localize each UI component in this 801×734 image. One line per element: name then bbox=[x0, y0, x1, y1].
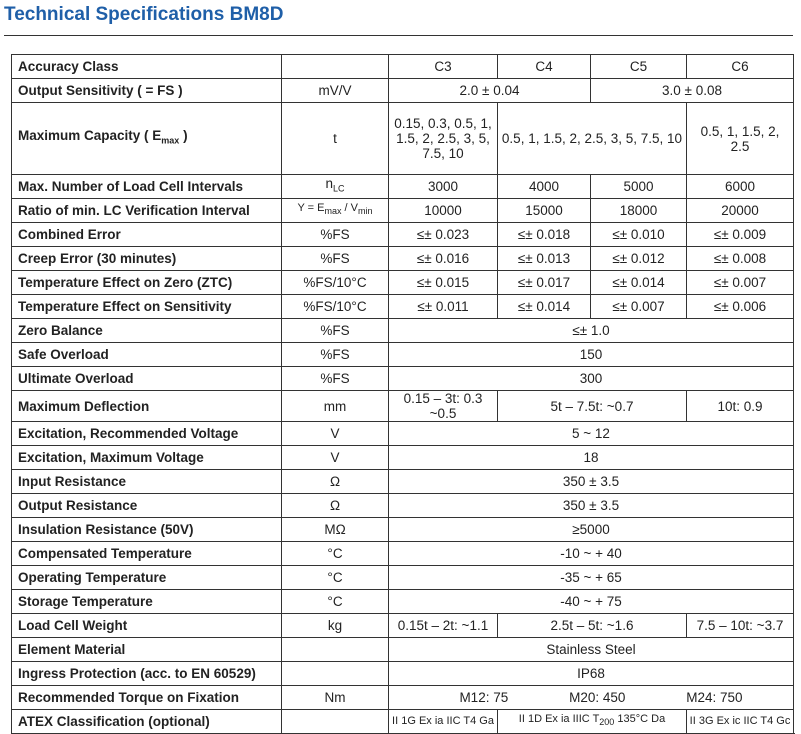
row-unit: %FS bbox=[282, 247, 389, 271]
torque-m12: M12: 75 bbox=[459, 690, 509, 705]
value-cell: 7.5 – 10t: ~3.7 bbox=[687, 614, 794, 638]
value-cell: ≤± 0.012 bbox=[591, 247, 687, 271]
row-label: Zero Balance bbox=[12, 319, 282, 343]
row-unit: mm bbox=[282, 391, 389, 422]
table-row bbox=[12, 199, 794, 223]
value-cell: 18 bbox=[389, 446, 794, 470]
row-unit bbox=[282, 55, 389, 79]
row-unit bbox=[282, 662, 389, 686]
row-unit: $n_{LC}$ bbox=[282, 175, 389, 199]
value-cell: ≤± 0.017 bbox=[498, 271, 591, 295]
value-cell: 2.5t – 5t: ~1.6 bbox=[498, 614, 687, 638]
table-row bbox=[12, 422, 794, 446]
row-label: Excitation, Maximum Voltage bbox=[12, 446, 282, 470]
value-cell: ≤± 0.016 bbox=[389, 247, 498, 271]
value-cell: ≤± 0.010 bbox=[591, 223, 687, 247]
value-cell: 0.5, 1, 1.5, 2, 2.5, 3, 5, 7.5, 10 bbox=[498, 103, 687, 175]
table-row bbox=[12, 175, 794, 199]
row-unit: kg bbox=[282, 614, 389, 638]
row-label: Combined Error bbox=[12, 223, 282, 247]
row-unit: t bbox=[282, 103, 389, 175]
value-cell: II 1D Ex ia IIIC $T_{200}$ 135°C Da bbox=[498, 710, 687, 734]
row-label: Creep Error (30 minutes) bbox=[12, 247, 282, 271]
value-cell: ≤± 0.011 bbox=[389, 295, 498, 319]
row-unit: V bbox=[282, 446, 389, 470]
row-label: ATEX Classification (optional) bbox=[12, 710, 282, 734]
row-unit: %FS bbox=[282, 343, 389, 367]
value-cell: ≤± 0.007 bbox=[591, 295, 687, 319]
value-cell: -35 ~ + 65 bbox=[389, 566, 794, 590]
value-cell: 350 ± 3.5 bbox=[389, 494, 794, 518]
value-cell: ≥5000 bbox=[389, 518, 794, 542]
table-row bbox=[12, 343, 794, 367]
row-label: Max. Number of Load Cell Intervals bbox=[12, 175, 282, 199]
table-row bbox=[12, 662, 794, 686]
value-cell: ≤± 0.008 bbox=[687, 247, 794, 271]
table-row bbox=[12, 103, 794, 175]
row-unit bbox=[282, 638, 389, 662]
row-unit: %FS/10°C bbox=[282, 295, 389, 319]
table-row bbox=[12, 614, 794, 638]
row-unit: %FS bbox=[282, 319, 389, 343]
torque-m20: M20: 450 bbox=[569, 690, 626, 705]
row-unit: mV/V bbox=[282, 79, 389, 103]
value-cell bbox=[389, 686, 794, 710]
value-cell: 15000 bbox=[498, 199, 591, 223]
row-unit: %FS/10°C bbox=[282, 271, 389, 295]
specifications-table bbox=[11, 54, 794, 734]
row-label: Recommended Torque on Fixation bbox=[12, 686, 282, 710]
row-label: Maximum Deflection bbox=[12, 391, 282, 422]
row-label: Insulation Resistance (50V) bbox=[12, 518, 282, 542]
value-cell: ≤± 0.023 bbox=[389, 223, 498, 247]
row-label: Maximum Capacity ( $E_{max}$ ) bbox=[12, 103, 282, 175]
table-row bbox=[12, 247, 794, 271]
row-unit bbox=[282, 710, 389, 734]
value-cell: 5t – 7.5t: ~0.7 bbox=[498, 391, 687, 422]
value-cell: C5 bbox=[591, 55, 687, 79]
row-label: Ratio of min. LC Verification Interval bbox=[12, 199, 282, 223]
row-label: Safe Overload bbox=[12, 343, 282, 367]
row-unit: $Y = E_{max} / V_{min}$ bbox=[282, 199, 389, 223]
page-title: Technical Specifications BM8D bbox=[4, 4, 284, 25]
torque-m24: M24: 750 bbox=[686, 690, 743, 705]
row-label: Operating Temperature bbox=[12, 566, 282, 590]
row-label: Ingress Protection (acc. to EN 60529) bbox=[12, 662, 282, 686]
table-row bbox=[12, 367, 794, 391]
value-cell: 350 ± 3.5 bbox=[389, 470, 794, 494]
table-row bbox=[12, 319, 794, 343]
value-cell: 150 bbox=[389, 343, 794, 367]
value-cell: Stainless Steel bbox=[389, 638, 794, 662]
row-unit: %FS bbox=[282, 223, 389, 247]
row-label: Input Resistance bbox=[12, 470, 282, 494]
row-label: Temperature Effect on Zero (ZTC) bbox=[12, 271, 282, 295]
value-cell: II 3G Ex ic IIC T4 Gc bbox=[687, 710, 794, 734]
table-row bbox=[12, 295, 794, 319]
table-row bbox=[12, 79, 794, 103]
table-row bbox=[12, 590, 794, 614]
value-cell: ≤± 0.018 bbox=[498, 223, 591, 247]
row-label: Load Cell Weight bbox=[12, 614, 282, 638]
value-cell: 5 ~ 12 bbox=[389, 422, 794, 446]
value-cell: 18000 bbox=[591, 199, 687, 223]
value-cell: ≤± 0.013 bbox=[498, 247, 591, 271]
row-unit: MΩ bbox=[282, 518, 389, 542]
table-row bbox=[12, 710, 794, 734]
value-cell: ≤± 0.006 bbox=[687, 295, 794, 319]
table-row bbox=[12, 223, 794, 247]
table-row bbox=[12, 271, 794, 295]
value-cell: 3.0 ± 0.08 bbox=[591, 79, 794, 103]
row-unit: Nm bbox=[282, 686, 389, 710]
value-cell: 5000 bbox=[591, 175, 687, 199]
value-cell: II 1G Ex ia IIC T4 Ga bbox=[389, 710, 498, 734]
value-cell: 3000 bbox=[389, 175, 498, 199]
table-row bbox=[12, 566, 794, 590]
value-cell: ≤± 0.014 bbox=[591, 271, 687, 295]
value-cell: 0.15 – 3t: 0.3 ~0.5 bbox=[389, 391, 498, 422]
value-cell: ≤± 0.007 bbox=[687, 271, 794, 295]
table-row bbox=[12, 446, 794, 470]
value-cell: -10 ~ + 40 bbox=[389, 542, 794, 566]
value-cell: ≤± 1.0 bbox=[389, 319, 794, 343]
value-cell: 20000 bbox=[687, 199, 794, 223]
value-cell: 300 bbox=[389, 367, 794, 391]
value-cell: 0.15t – 2t: ~1.1 bbox=[389, 614, 498, 638]
value-cell: -40 ~ + 75 bbox=[389, 590, 794, 614]
value-cell: C6 bbox=[687, 55, 794, 79]
row-label: Ultimate Overload bbox=[12, 367, 282, 391]
row-label: Element Material bbox=[12, 638, 282, 662]
value-cell: ≤± 0.014 bbox=[498, 295, 591, 319]
row-unit: °C bbox=[282, 566, 389, 590]
table-row bbox=[12, 391, 794, 422]
table-row bbox=[12, 518, 794, 542]
value-cell: C4 bbox=[498, 55, 591, 79]
row-unit: °C bbox=[282, 542, 389, 566]
table-row bbox=[12, 470, 794, 494]
row-label: Temperature Effect on Sensitivity bbox=[12, 295, 282, 319]
row-unit: °C bbox=[282, 590, 389, 614]
row-label: Compensated Temperature bbox=[12, 542, 282, 566]
table-row bbox=[12, 542, 794, 566]
value-cell: 6000 bbox=[687, 175, 794, 199]
row-unit: V bbox=[282, 422, 389, 446]
value-cell: 0.15, 0.3, 0.5, 1, 1.5, 2, 2.5, 3, 5, 7.5, 10 bbox=[389, 103, 498, 175]
row-unit: Ω bbox=[282, 494, 389, 518]
row-unit: %FS bbox=[282, 367, 389, 391]
value-cell: 2.0 ± 0.04 bbox=[389, 79, 591, 103]
table-row bbox=[12, 494, 794, 518]
table-row bbox=[12, 686, 794, 710]
row-label: Output Resistance bbox=[12, 494, 282, 518]
title-divider bbox=[4, 35, 793, 36]
row-unit: Ω bbox=[282, 470, 389, 494]
value-cell: 10000 bbox=[389, 199, 498, 223]
value-cell: 0.5, 1, 1.5, 2, 2.5 bbox=[687, 103, 794, 175]
value-cell: 4000 bbox=[498, 175, 591, 199]
value-cell: 10t: 0.9 bbox=[687, 391, 794, 422]
row-label: Storage Temperature bbox=[12, 590, 282, 614]
row-label: Output Sensitivity ( = FS ) bbox=[12, 79, 282, 103]
row-label: Excitation, Recommended Voltage bbox=[12, 422, 282, 446]
table-row bbox=[12, 638, 794, 662]
value-cell: ≤± 0.009 bbox=[687, 223, 794, 247]
value-cell: C3 bbox=[389, 55, 498, 79]
value-cell: ≤± 0.015 bbox=[389, 271, 498, 295]
value-cell: IP68 bbox=[389, 662, 794, 686]
row-label: Accuracy Class bbox=[12, 55, 282, 79]
table-row bbox=[12, 55, 794, 79]
